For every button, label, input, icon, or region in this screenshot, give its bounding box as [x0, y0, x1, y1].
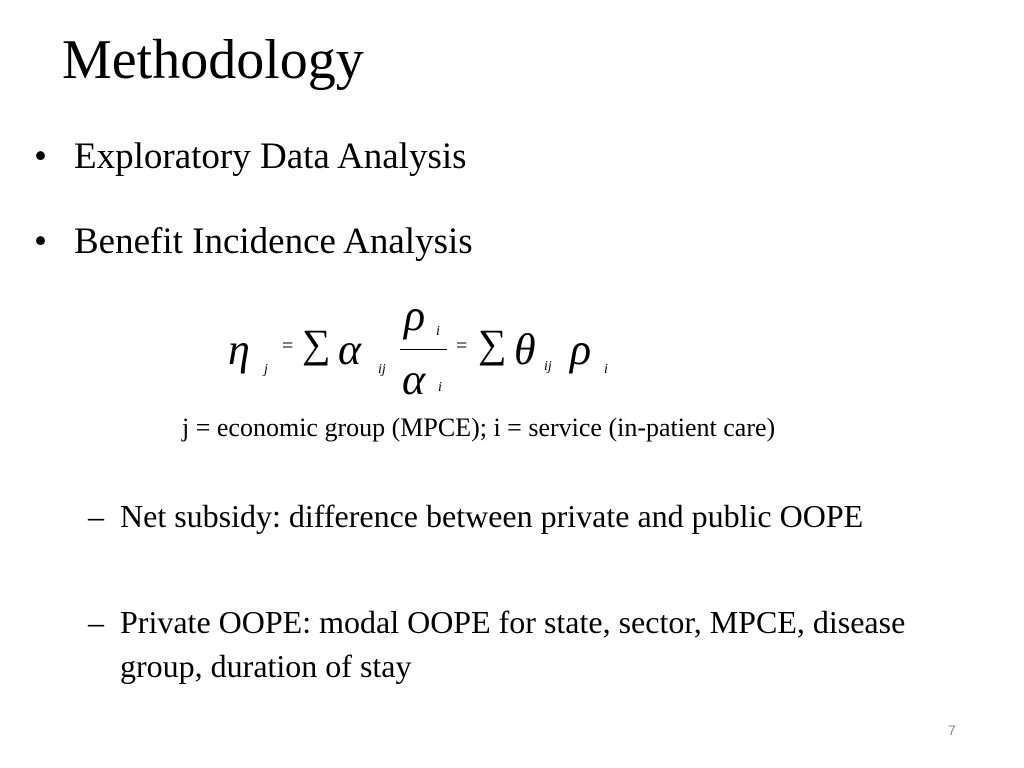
sub-bullet-net-subsidy — [88, 494, 968, 538]
sub-bullet-text: Net subsidy: difference between private and public OOPE — [120, 498, 864, 534]
formula-eta-subscript: j — [264, 362, 268, 377]
formula-sum-1: ∑ — [302, 321, 331, 366]
formula-alpha-denominator-subscript: i — [438, 380, 442, 395]
formula-sum-2: ∑ — [478, 321, 507, 366]
formula-rho-numerator-subscript: i — [436, 324, 440, 339]
slide-title: Methodology — [62, 29, 364, 91]
formula-rho: ρ — [570, 325, 592, 374]
formula-equals-2: = — [456, 335, 468, 357]
bullet-marker: • — [34, 136, 47, 177]
sub-bullet-private-oope — [88, 600, 968, 688]
page-number: 7 — [948, 722, 956, 738]
formula-definition-note: j = economic group (MPCE); i = service (in-patient care) — [182, 413, 776, 442]
sub-bullet-marker: – — [88, 604, 104, 640]
formula-alpha: α — [338, 325, 362, 374]
formula-eta: η — [228, 325, 250, 374]
sub-bullet-marker: – — [88, 498, 104, 534]
bullet-text: Exploratory Data Analysis — [74, 136, 467, 177]
formula-fraction-bar — [400, 349, 447, 350]
formula-rho-subscript: i — [604, 362, 608, 377]
bullet-marker: • — [34, 221, 47, 262]
sub-bullet-text: Private OOPE: modal OOPE for state, sector, MPCE, disease group, duration of stay — [120, 604, 906, 684]
formula-rho-numerator: ρ — [404, 291, 426, 340]
formula-equals-1: = — [282, 335, 294, 357]
formula-alpha-subscript: ij — [378, 362, 386, 377]
bullet-text: Benefit Incidence Analysis — [74, 221, 473, 262]
formula-alpha-denominator: α — [402, 355, 426, 404]
formula-theta-subscript: ij — [544, 359, 552, 374]
formula-theta: θ — [514, 325, 536, 374]
